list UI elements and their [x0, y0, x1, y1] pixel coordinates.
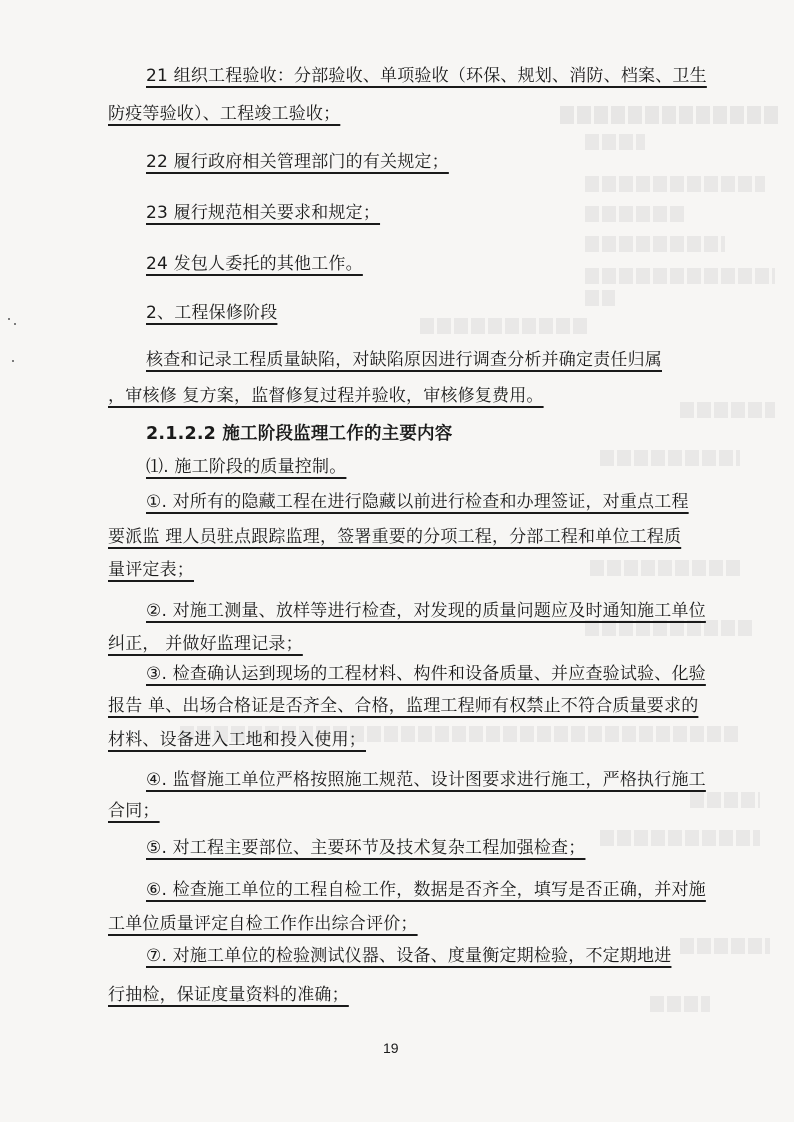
text-line: 22 履行政府相关管理部门的有关规定；: [146, 152, 449, 172]
text-line: 纠正， 并做好监理记录；: [108, 634, 303, 654]
text-line: 报告 单、出场合格证是否齐全、合格，监理工程师有权禁止不符合质量要求的: [108, 696, 699, 716]
scan-speck: [12, 360, 14, 362]
text-line: 24 发包人委托的其他工作。: [146, 254, 363, 274]
text-line: ⑤. 对工程主要部位、主要环节及技术复杂工程加强检查；: [146, 838, 586, 858]
text-line: 要派监 理人员驻点跟踪监理，签署重要的分项工程，分部工程和单位工程质: [108, 527, 682, 547]
text-line: ⑦. 对施工单位的检验测试仪器、设备、度量衡定期检验，不定期地进: [146, 946, 672, 966]
text-line: ⑥. 检查施工单位的工程自检工作，数据是否齐全，填写是否正确，并对施: [146, 880, 706, 900]
text-line: 防疫等验收）、工程竣工验收；: [108, 104, 341, 124]
section-title: 2、工程保修阶段: [146, 303, 278, 323]
text-line: 23 履行规范相关要求和规定；: [146, 203, 381, 223]
text-line: 行抽检，保证度量资料的准确；: [108, 985, 349, 1005]
text-line: 量评定表；: [108, 560, 194, 580]
text-line: ①. 对所有的隐藏工程在进行隐藏以前进行检查和办理签证，对重点工程: [146, 492, 689, 512]
text-line: 材料、设备进入工地和投入使用；: [108, 730, 366, 750]
text-line: ③. 检查确认运到现场的工程材料、构件和设备质量、并应查验试验、化验: [146, 664, 706, 684]
scan-speck: [14, 323, 16, 325]
scan-speck: [8, 318, 10, 320]
text-line: ②. 对施工测量、放样等进行检查，对发现的质量问题应及时通知施工单位: [146, 601, 706, 621]
text-line: 核查和记录工程质量缺陷，对缺陷原因进行调查分析并确定责任归属: [146, 350, 662, 370]
section-heading: 2.1.2.2 施工阶段监理工作的主要内容: [146, 424, 453, 444]
text-line: 21 组织工程验收：分部验收、单项验收（环保、规划、消防、档案、卫生: [146, 66, 707, 86]
text-line: ④. 监督施工单位严格按照施工规范、设计图要求进行施工，严格执行施工: [146, 770, 706, 790]
text-line: 合同；: [108, 801, 160, 821]
text-line: ，审核修 复方案，监督修复过程并验收，审核修复费用。: [108, 386, 544, 406]
text-line: 工单位质量评定自检工作作出综合评价；: [108, 914, 418, 934]
text-line: ⑴. 施工阶段的质量控制。: [146, 457, 347, 477]
page-number: 19: [383, 1040, 399, 1056]
